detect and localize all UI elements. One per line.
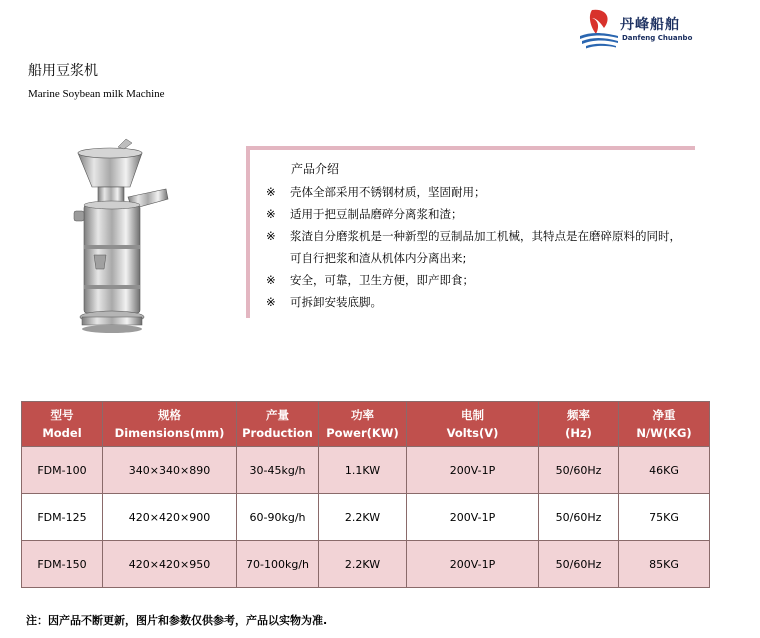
col-header-frequency: 频率 (Hz): [539, 402, 619, 447]
table-row: [22, 447, 710, 494]
col-header-production: 产量 Production: [237, 402, 319, 447]
list-item: ※ 安全，可靠，卫生方便，即产即食；: [266, 269, 681, 291]
table-row: [22, 494, 710, 541]
list-item: ※ 可拆卸安装底脚。: [266, 291, 681, 313]
reference-mark-icon: ※: [266, 273, 276, 287]
disclaimer-note: 注：因产品不断更新，图片和参数仅供参考，产品以实物为准.: [26, 614, 328, 627]
table-header-row: [22, 402, 710, 447]
col-header-volts: 电制 Volts(V): [407, 402, 539, 447]
cell-power: 2.2KW: [319, 494, 407, 541]
col-header-weight: 净重 N/W(KG): [619, 402, 710, 447]
cell-volts: 200V-1P: [407, 541, 539, 588]
list-item: ※ 适用于把豆制品磨碎分离浆和渣；: [266, 203, 681, 225]
cell-frequency: 50/60Hz: [539, 494, 619, 541]
logo-emblem-icon: [578, 6, 620, 50]
reference-mark-icon: ※: [266, 185, 276, 199]
cell-power: 2.2KW: [319, 541, 407, 588]
cell-frequency: 50/60Hz: [539, 541, 619, 588]
cell-volts: 200V-1P: [407, 494, 539, 541]
intro-heading: 产品介绍: [291, 162, 340, 176]
spec-table: [21, 401, 710, 588]
cell-weight: 75KG: [619, 494, 710, 541]
reference-mark-icon: ※: [266, 207, 276, 221]
intro-panel-left-border: [246, 146, 250, 318]
cell-dimensions: 420×420×900: [103, 494, 237, 541]
cell-frequency: 50/60Hz: [539, 447, 619, 494]
cell-model: FDM-125: [22, 494, 103, 541]
logo-name-en: Danfeng Chuanbo: [622, 34, 693, 42]
col-header-power: 功率 Power(KW): [319, 402, 407, 447]
col-header-dimensions: 规格 Dimensions(mm): [103, 402, 237, 447]
list-item: ※ 浆渣自分磨浆机是一种新型的豆制品加工机械，其特点是在磨碎原料的同时， 可自行把浆和渣从机体内分离出来;: [266, 225, 681, 269]
reference-mark-icon: ※: [266, 295, 276, 309]
cell-production: 30-45kg/h: [237, 447, 319, 494]
intro-panel-top-border: [246, 146, 695, 150]
cell-dimensions: 340×340×890: [103, 447, 237, 494]
reference-mark-icon: ※: [266, 229, 276, 243]
intro-feature-list: [266, 181, 681, 313]
cell-model: FDM-100: [22, 447, 103, 494]
cell-volts: 200V-1P: [407, 447, 539, 494]
cell-power: 1.1KW: [319, 447, 407, 494]
page-title-en: Marine Soybean milk Machine: [28, 88, 165, 100]
list-item: ※ 壳体全部采用不锈钢材质，坚固耐用；: [266, 181, 681, 203]
table-row: [22, 541, 710, 588]
cell-weight: 85KG: [619, 541, 710, 588]
list-item-continuation: 可自行把浆和渣从机体内分离出来;: [290, 251, 467, 265]
cell-weight: 46KG: [619, 447, 710, 494]
cell-model: FDM-150: [22, 541, 103, 588]
cell-dimensions: 420×420×950: [103, 541, 237, 588]
cell-production: 70-100kg/h: [237, 541, 319, 588]
cell-production: 60-90kg/h: [237, 494, 319, 541]
logo-name-cn: 丹峰船舶: [620, 17, 680, 33]
company-logo: [578, 6, 758, 50]
soybean-machine-image: [70, 135, 170, 340]
page-title-cn: 船用豆浆机: [28, 63, 98, 79]
col-header-model: 型号 Model: [22, 402, 103, 447]
